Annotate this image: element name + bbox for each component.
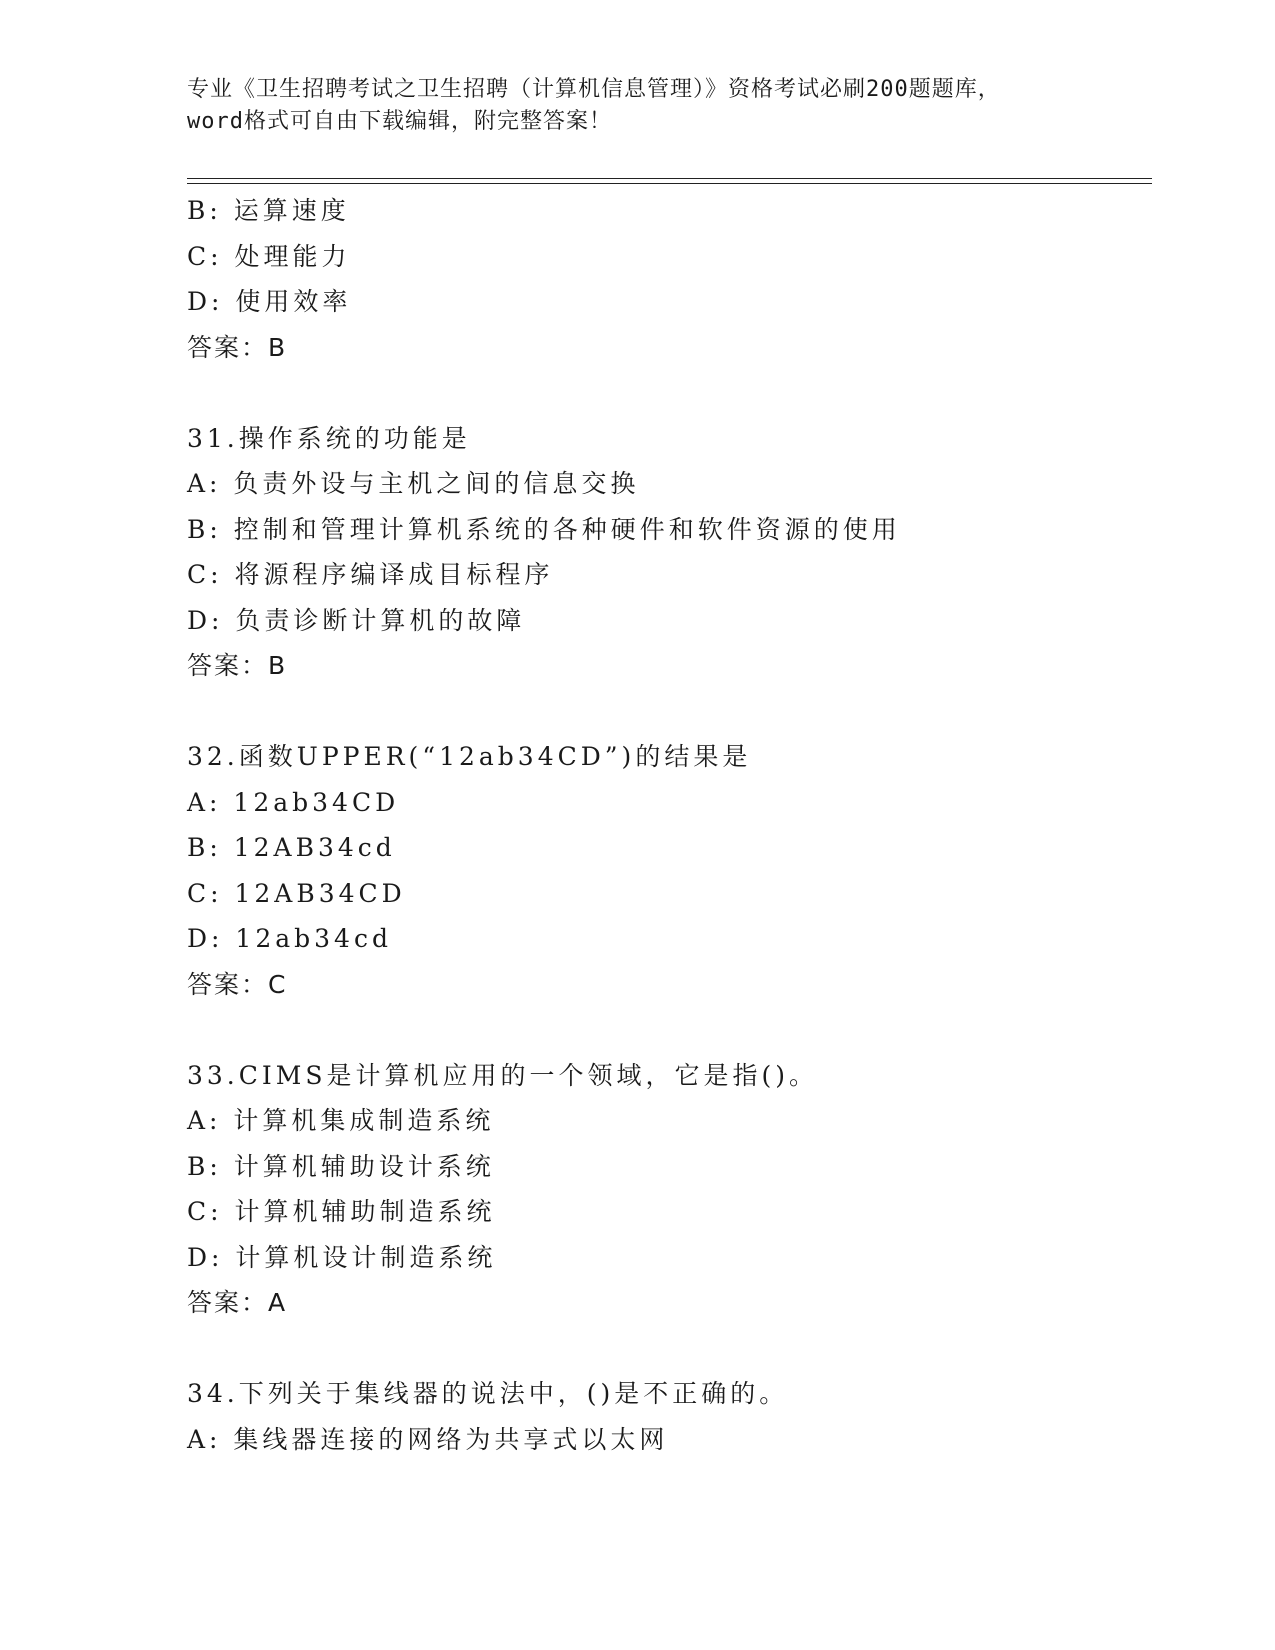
answer-line: 答案：B <box>187 332 288 362</box>
option-item: C: 将源程序编译成目标程序 <box>187 560 554 589</box>
option-item: A: 负责外设与主机之间的信息交换 <box>187 469 640 498</box>
question-list <box>187 188 1147 1462</box>
option-item: D: 使用效率 <box>187 287 352 316</box>
option-item: D: 12ab34cd <box>187 924 392 953</box>
option-item: B: 计算机辅助设计系统 <box>187 1151 495 1181</box>
option-item: A: 计算机集成制造系统 <box>187 1106 495 1135</box>
option-item: C: 处理能力 <box>187 241 351 271</box>
header-divider-top <box>187 178 1152 179</box>
answer-line: 答案：A <box>187 1288 288 1317</box>
header-line-2: word格式可自由下载编辑，附完整答案！ <box>187 109 612 134</box>
option-item: B: 运算速度 <box>187 196 350 225</box>
answer-line: 答案：B <box>187 651 288 680</box>
question-text: 33.CIMS是计算机应用的一个领域，它是指()。 <box>187 1060 818 1090</box>
option-item: A: 12ab34CD <box>187 787 400 817</box>
question-text: 32.函数UPPER(“12ab34CD”)的结果是 <box>187 742 752 771</box>
option-item: A: 集线器连接的网络为共享式以太网 <box>187 1424 669 1454</box>
option-item: C: 12AB34CD <box>187 878 406 908</box>
option-item: D: 负责诊断计算机的故障 <box>187 605 526 635</box>
document-header <box>187 74 1087 138</box>
header-divider-bottom <box>187 183 1152 184</box>
answer-line: 答案：C <box>187 969 288 999</box>
option-item: B: 12AB34cd <box>187 833 396 862</box>
question-text: 31.操作系统的功能是 <box>187 423 471 453</box>
option-item: B: 控制和管理计算机系统的各种硬件和软件资源的使用 <box>187 514 901 544</box>
option-item: D: 计算机设计制造系统 <box>187 1242 497 1272</box>
header-line-1: 专业《卫生招聘考试之卫生招聘（计算机信息管理）》资格考试必刷200题题库， <box>187 77 1001 102</box>
question-text: 34.下列关于集线器的说法中，()是不正确的。 <box>187 1379 789 1408</box>
option-item: C: 计算机辅助制造系统 <box>187 1197 496 1226</box>
